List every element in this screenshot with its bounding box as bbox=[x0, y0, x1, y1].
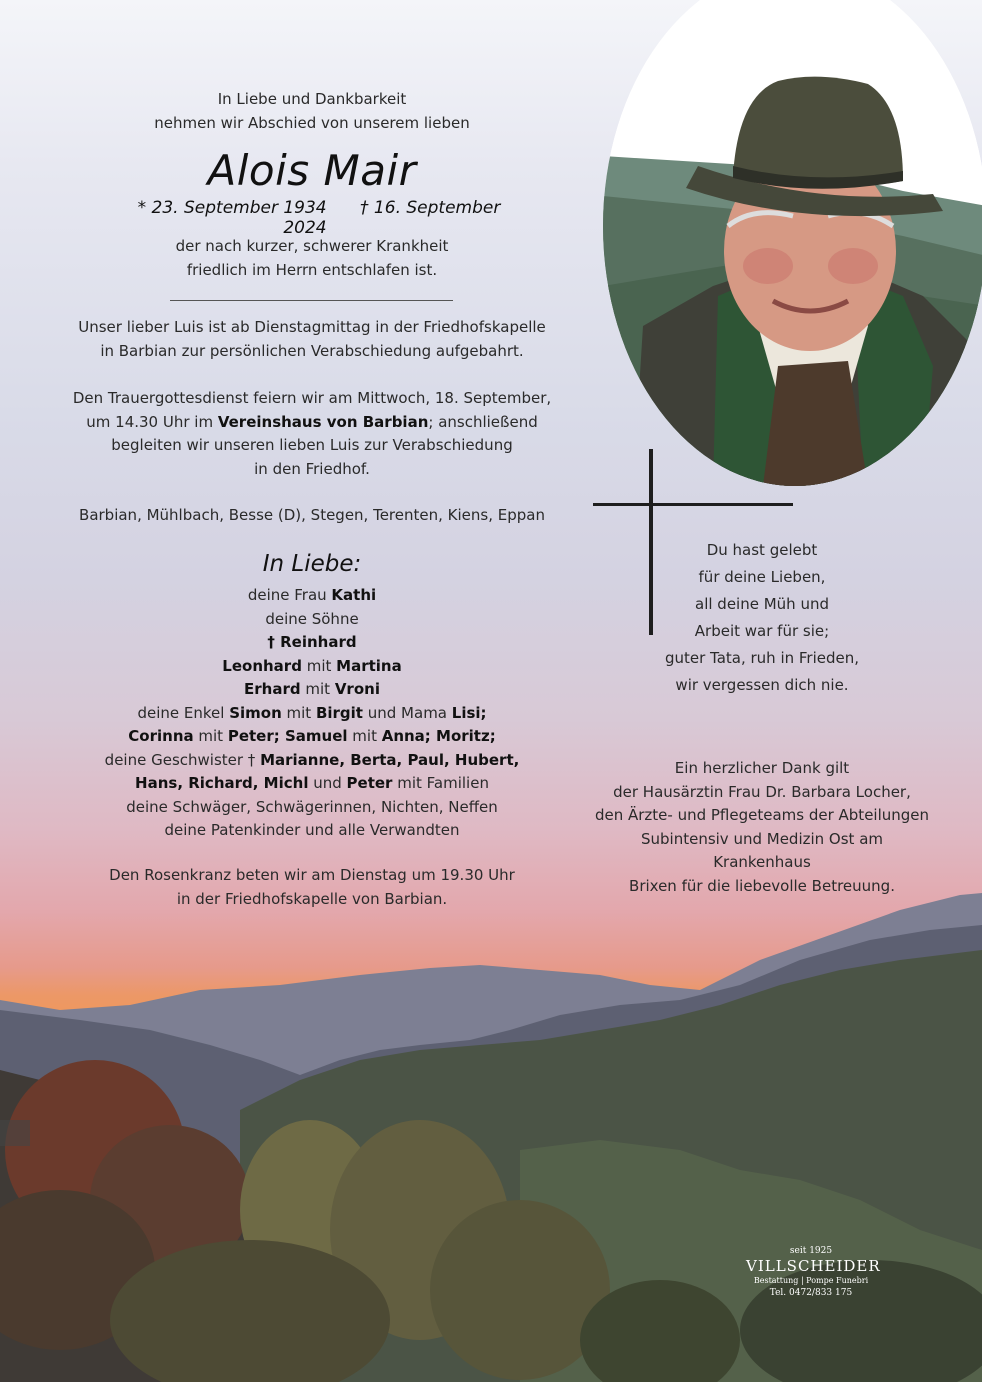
divider-line bbox=[170, 300, 453, 301]
intro-text: In Liebe und Dankbarkeit nehmen wir Abschied von unserem lieben bbox=[154, 90, 470, 132]
poem-text: Du hast gelebt für deine Lieben, all deine Müh und Arbeit war für sie; guter Tata, ruh in Frieden, wir vergessen dich nie. bbox=[664, 541, 860, 694]
birth-date: * 23. September 1934 bbox=[137, 198, 327, 218]
viewing-text: Unser lieber Luis ist ab Dienstagmittag in der Friedhofskapelle in Barbian zur persönlichen Verabschiedung aufgebahrt. bbox=[78, 318, 546, 360]
cross-horizontal bbox=[593, 503, 793, 506]
logo-since: seit 1925 bbox=[789, 1246, 833, 1256]
thanks-text: Ein herzlicher Dank gilt der Hausärztin Frau Dr. Barbara Locher, den Ärzte- und Pflegeteams der Abteilungen Subintensiv und Medizin Ost am Krankenhaus Brixen für die liebevolle Betreuung. bbox=[594, 759, 930, 895]
logo-phone: Tel. 0472/833 175 bbox=[769, 1288, 853, 1298]
life-dates bbox=[112, 198, 512, 238]
rosary-text: Den Rosenkranz beten wir am Dienstag um 19.30 Uhr in der Friedhofskapelle von Barbian. bbox=[109, 866, 515, 908]
deceased-name: Alois Mair bbox=[207, 146, 417, 195]
death-date: † 16. September 2024 bbox=[283, 198, 501, 238]
logo-subtitle: Bestattung | Pompe Funebri bbox=[753, 1276, 869, 1285]
passing-text: der nach kurzer, schwerer Krankheit friedlich im Herrn entschlafen ist. bbox=[175, 237, 449, 279]
service-text: Den Trauergottesdienst feiern wir am Mittwoch, 18. September, um 14.30 Uhr im Vereinshaus von Barbian; anschließend begleiten wir unseren lieben Luis zur Verabschiedung in den Friedhof. bbox=[72, 389, 552, 478]
family-list: deine Frau Kathi deine Söhne † Reinhard Leonhard mit Martina Erhard mit Vroni deine Enkel Simon mit Birgit und Mama Lisi; Corinna mit Peter; Samuel mit Anna; Moritz; deine Geschwister † Marianne, Berta, Paul, Hubert, Hans, Richard, Michl und Peter mit Familien deine Schwäger, Schwägerinnen, Nichten, Neffen deine Patenkinder und alle Verwandten bbox=[104, 586, 520, 839]
places-text: Barbian, Mühlbach, Besse (D), Stegen, Terenten, Kiens, Eppan bbox=[79, 506, 545, 524]
logo-brand: VILLSCHEIDER bbox=[746, 1257, 881, 1275]
funeral-home-logo bbox=[746, 1246, 881, 1298]
love-heading: In Liebe: bbox=[262, 551, 362, 577]
